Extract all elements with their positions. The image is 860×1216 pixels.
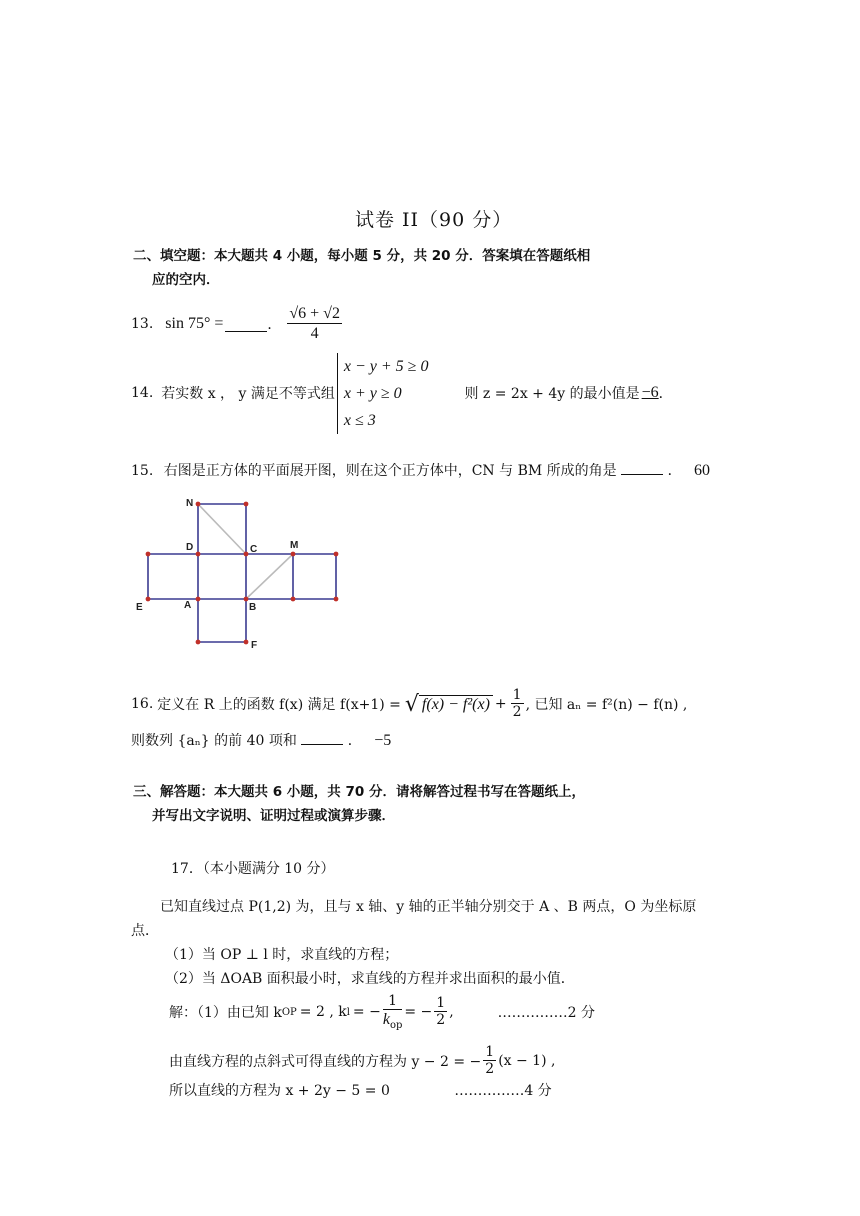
q13-answer-blank[interactable] bbox=[225, 317, 267, 332]
sol-frac-num: 1 bbox=[383, 993, 403, 1010]
q13-expr: sin 75° = bbox=[165, 315, 224, 332]
question-15 bbox=[131, 460, 710, 480]
sol-prefix: 解：（1）由已知 k bbox=[169, 1005, 282, 1021]
q14-inequality-system bbox=[337, 353, 429, 434]
figure-label-c: C bbox=[250, 544, 258, 555]
q16-half-num: 1 bbox=[512, 687, 522, 704]
sol-frac-den bbox=[383, 1010, 403, 1032]
sol-frac-den-sub: op bbox=[389, 1019, 403, 1031]
q17-stem-line1: 已知直线过点 P(1,2) 为，且与 x 轴、y 轴的正半轴分别交于 A 、B 两点，O 为坐标原 bbox=[160, 899, 697, 915]
sol-half-den: 2 bbox=[436, 1012, 446, 1029]
question-13 bbox=[131, 302, 344, 346]
q17-part1: （1）当 OP ⊥ l 时，求直线的方程； bbox=[165, 947, 399, 963]
sol-eq2: = − bbox=[404, 1004, 433, 1020]
sol-score1: ……………2 分 bbox=[497, 1005, 596, 1021]
q15-answer-blank[interactable] bbox=[621, 460, 663, 475]
q13-number: 13. bbox=[131, 316, 154, 332]
q16-answer-blank[interactable] bbox=[301, 730, 343, 745]
q17-solution-line3 bbox=[169, 1080, 552, 1100]
q17-header: 17．（本小题满分 10 分） bbox=[171, 861, 335, 877]
q14-text-after: 则 z = 2x + 4y 的最小值是 bbox=[464, 386, 640, 402]
sol-frac bbox=[383, 993, 403, 1032]
q14-number: 14. bbox=[131, 385, 154, 401]
q14-answer: −6 bbox=[641, 384, 659, 401]
sol-line2-a: 由直线方程的点斜式可得直线的方程为 y − 2 = − bbox=[169, 1054, 482, 1070]
sol-line2-b: (x − 1) , bbox=[498, 1053, 556, 1069]
q16-number: 16. bbox=[131, 696, 154, 712]
sol-kop-val: = 2 , k bbox=[299, 1004, 347, 1020]
figure-label-f: F bbox=[251, 640, 258, 651]
q16-answer: −5 bbox=[374, 732, 392, 749]
q16-sqrt: √ f(x) − f²(x) bbox=[405, 692, 493, 717]
sol-half bbox=[434, 995, 447, 1029]
question-16-line2 bbox=[131, 730, 391, 750]
q13-dot: ． bbox=[267, 317, 282, 333]
question-14 bbox=[131, 351, 673, 435]
q17-stem-line2: 点． bbox=[131, 923, 159, 939]
sol-line2-frac bbox=[483, 1044, 496, 1078]
q16-dot: ． bbox=[347, 733, 362, 749]
question-16-line1 bbox=[131, 684, 687, 724]
sol-score2: ……………4 分 bbox=[454, 1083, 552, 1099]
q17-solution-line2 bbox=[169, 1040, 555, 1082]
q13-answer-num: √6 + √2 bbox=[287, 305, 342, 324]
figure-label-d: D bbox=[186, 542, 194, 553]
q15-answer: 60 bbox=[694, 462, 711, 479]
q15-text: 右图是正方体的平面展开图，则在这个正方体中，CN 与 BM 所成的角是 bbox=[163, 463, 617, 479]
q15-dot: ． bbox=[667, 463, 682, 479]
section2-heading-line2: 应的空内． bbox=[152, 272, 220, 288]
q13-answer bbox=[287, 305, 342, 344]
q13-answer-den: 4 bbox=[310, 325, 319, 343]
figure-label-n: N bbox=[186, 498, 194, 509]
sol-comma: , bbox=[449, 1004, 454, 1020]
q17-part2: （2）当 ΔOAB 面积最小时，求直线的方程并求出面积的最小值． bbox=[165, 971, 575, 987]
sol-half-num: 1 bbox=[436, 995, 446, 1012]
section3-heading-line1: 三、解答题：本大题共 6 小题，共 70 分．请将解答过程书写在答题纸上， bbox=[133, 784, 585, 800]
sol-line2-frac-den: 2 bbox=[485, 1061, 495, 1078]
sol-frac-den-k: k bbox=[382, 1010, 390, 1028]
q14-ineq3: x ≤ 3 bbox=[343, 411, 376, 429]
sol-kl-sub: l bbox=[346, 1006, 350, 1018]
section3-heading-line2: 并写出文字说明、证明过程或演算步骤． bbox=[152, 808, 395, 824]
q16-line1-a: 定义在 R 上的函数 f(x) 满足 f(x+1) = bbox=[157, 697, 401, 713]
figure-label-m: M bbox=[290, 540, 299, 551]
q16-plus: + bbox=[494, 696, 507, 712]
q17-solution-line1 bbox=[169, 990, 595, 1034]
sol-eq: = − bbox=[352, 1004, 381, 1020]
q16-line2: 则数列 {aₙ} 的前 40 项和 bbox=[131, 733, 297, 749]
sol-kop-sub: OP bbox=[281, 1006, 297, 1018]
cube-net-figure bbox=[128, 492, 348, 654]
q15-number: 15. bbox=[131, 463, 154, 479]
sol-line3: 所以直线的方程为 x + 2y − 5 = 0 bbox=[169, 1083, 390, 1099]
figure-label-e: E bbox=[136, 602, 143, 613]
q16-half bbox=[511, 687, 524, 721]
figure-label-a: A bbox=[184, 600, 192, 611]
q14-text-before: 若实数 x ， y 满足不等式组 bbox=[161, 386, 335, 402]
figure-label-b: B bbox=[249, 602, 257, 613]
sol-line2-frac-num: 1 bbox=[485, 1044, 495, 1061]
q14-ineq2: x + y ≥ 0 bbox=[343, 384, 402, 402]
q16-half-den: 2 bbox=[512, 704, 522, 721]
q16-sqrt-expr: f(x) − f²(x) bbox=[419, 695, 493, 714]
page-title: 试卷 II（90 分） bbox=[355, 209, 513, 231]
q14-end: ． bbox=[658, 386, 673, 402]
q16-line1-b: , 已知 aₙ = f²(n) − f(n) , bbox=[525, 697, 688, 713]
q14-ineq1: x − y + 5 ≥ 0 bbox=[343, 357, 429, 375]
section2-heading-line1: 二、填空题：本大题共 4 小题，每小题 5 分，共 20 分．答案填在答题纸相 bbox=[133, 248, 591, 264]
